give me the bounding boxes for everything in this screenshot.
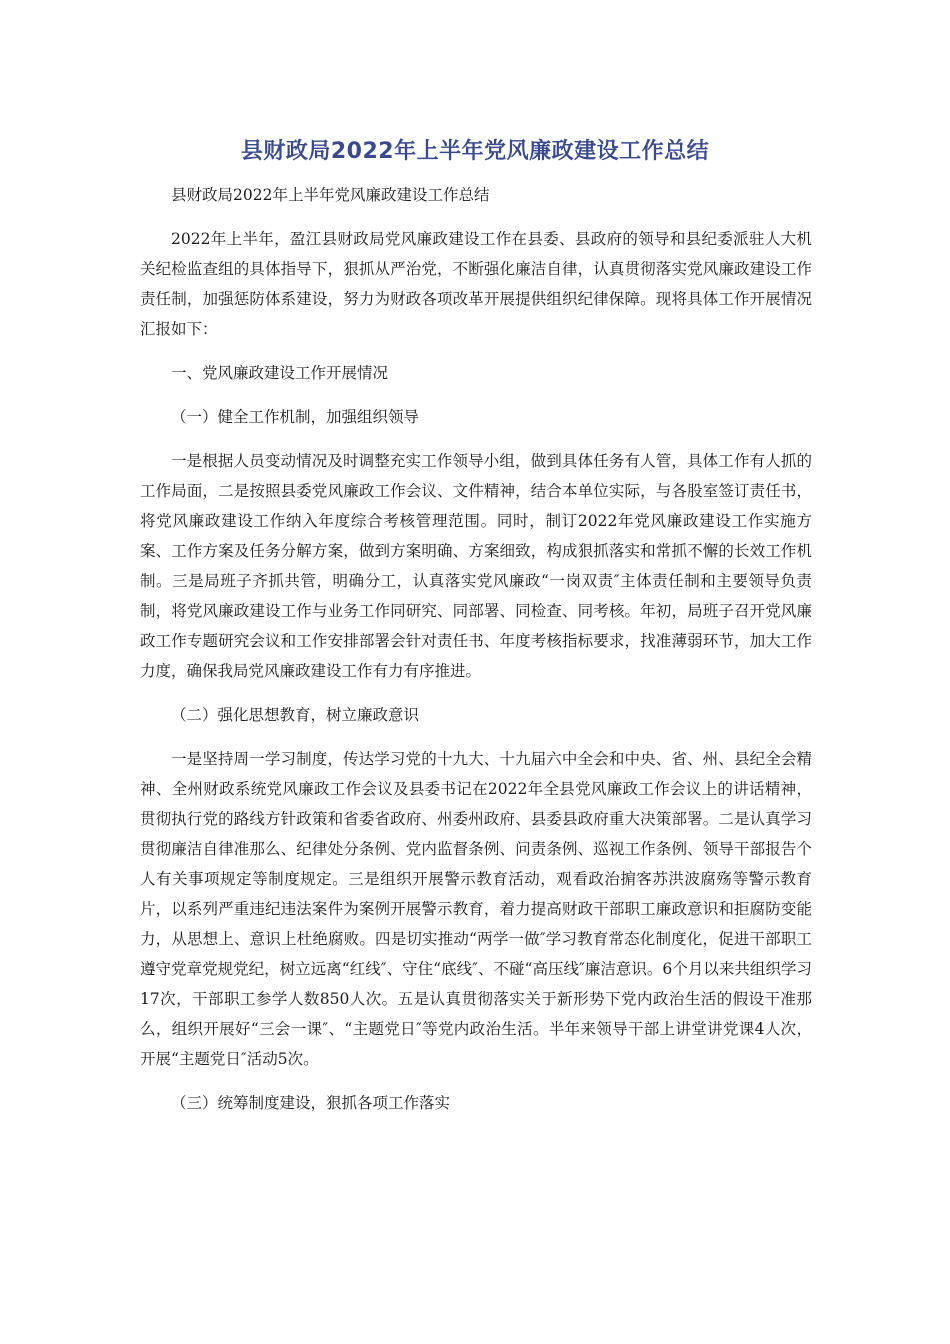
document-subtitle: 县财政局2022年上半年党风廉政建设工作总结 xyxy=(171,186,490,204)
section-heading: 一、党风廉政建设工作开展情况 xyxy=(171,364,389,382)
intro-paragraph: 2022年上半年，盈江县财政局党风廉政建设工作在县委、县政府的领导和县纪委派驻人大机关纪检监查组的具体指导下，狠抓从严治党，不断强化廉洁自律，认真贯彻落实党风廉政建设工作责任制，加强惩防体系建设，努力为财政各项改革开展提供组织纪律保障。现将具体工作开展情况汇报如下： xyxy=(140,230,812,338)
subsection-body-2: 一是坚持周一学习制度，传达学习党的十九大、十九届六中全会和中央、省、州、县纪全会精神、全州财政系统党风廉政工作会议及县委书记在2022年全县党风廉政工作会议上的讲话精神，贯彻执行党的路线方针政策和省委省政府、州委州政府、县委县政府重大决策部署。二是认真学习贯彻廉洁自律准那么、纪律处分条例、党内监督条例、问责条例、巡视工作条例、领导干部报告个人有关事项规定等制度规定。三是组织开展警示教育活动，观看政治掮客苏洪波腐殇等警示教育片，以系列严重违纪违法案件为案例开展警示教育，着力提高财政干部职工廉政意识和拒腐防变能力，从思想上、意识上杜绝腐败。四是切实推动“两学一做″学习教育常态化制度化，促进干部职工遵守党章党规党纪，树立远离“红线″、守住“底线″、不碰“高压线″廉洁意识。6个月以来共组织学习17次，干部职工参学人数850人次。五是认真贯彻落实关于新形势下党内政治生活的假设干准那么，组织开展好“三会一课″、“主题党日″等党内政治生活。半年来领导干部上讲堂讲党课4人次，开展“主题党日″活动5次。 xyxy=(140,750,812,1068)
document-title: 县财政局2022年上半年党风廉政建设工作总结 xyxy=(240,139,710,164)
subsection-heading-1: （一）健全工作机制，加强组织领导 xyxy=(171,408,420,426)
subsection-heading-2: （二）强化思想教育，树立廉政意识 xyxy=(171,706,420,724)
subsection-heading-3: （三）统筹制度建设，狠抓各项工作落实 xyxy=(171,1094,451,1112)
document-body xyxy=(140,180,812,1118)
subsection-body-1: 一是根据人员变动情况及时调整充实工作领导小组，做到具体任务有人管，具体工作有人抓的工作局面，二是按照县委党风廉政工作会议、文件精神，结合本单位实际，与各股室签订责任书，将党风廉政建设工作纳入年度综合考核管理范围。同时，制订2022年党风廉政建设工作实施方案、工作方案及任务分解方案，做到方案明确、方案细致，构成狠抓落实和常抓不懈的长效工作机制。三是局班子齐抓共管，明确分工，认真落实党风廉政“一岗双责″主体责任制和主要领导负责制，将党风廉政建设工作与业务工作同研究、同部署、同检查、同考核。年初，局班子召开党风廉政工作专题研究会议和工作安排部署会针对责任书、年度考核指标要求，找准薄弱环节，加大工作力度，确保我局党风廉政建设工作有力有序推进。 xyxy=(140,452,812,680)
